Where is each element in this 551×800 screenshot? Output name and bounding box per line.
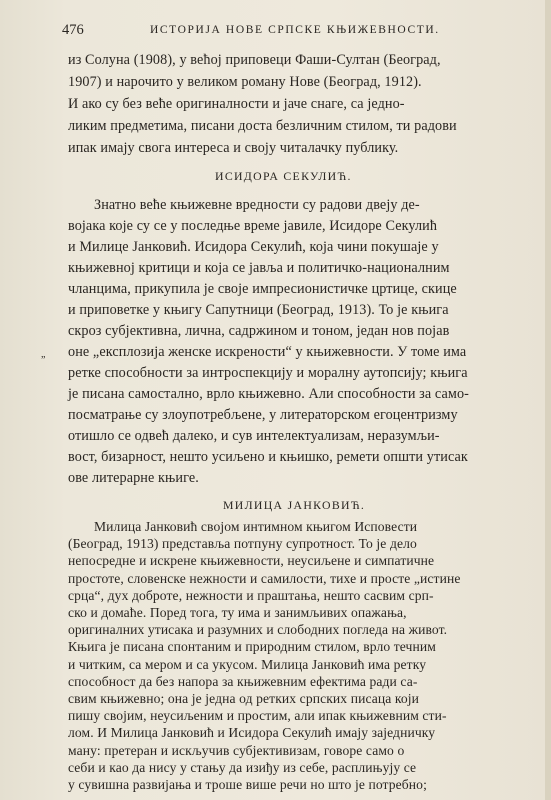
text-line: ипак имају свога интереса и своју читалачку публику. — [68, 140, 399, 156]
text-line: (Београд, 1913) представља потпуну супротност. То је дело — [68, 536, 417, 552]
text-line: ско и домаће. Поред тога, ту има и занимљивих опажања, — [68, 605, 407, 620]
text-line: лом. И Милица Јанковић и Исидора Секулић имају заједничку — [68, 725, 436, 741]
text-line: је писана самостално, врло књижевно. Али способности за само- — [68, 386, 469, 402]
text-line: чланцима, прикупила је своје импресионистичке цртице, скице — [68, 281, 457, 297]
text-line: књижевној критици и која се јавља и политичко-националним — [68, 260, 450, 276]
text-line: Знатно веће књижевне вредности су радови двеју де- — [94, 197, 420, 213]
text-line: оригиналних утисака и разумних и слободних погледа на живот. — [68, 622, 448, 638]
text-line: и Милице Јанковић. Исидора Секулић, која чини покушаје у — [68, 239, 439, 255]
text-line: вост, бизарност, нешто усиљено и књишко, ремети општи утисак — [68, 449, 468, 465]
text-line: ману: претеран и искључив субјективизам, говоре само о — [68, 742, 405, 758]
text-line: срца“, дух доброте, нежности и праштања, нешто сасвим срп- — [68, 587, 434, 603]
text-line: И ако су без веће оригиналности и јаче снаге, са једно- — [68, 96, 405, 112]
text-line: ликим предметима, писани доста безличним стилом, ти радови — [68, 118, 457, 134]
text-line: Милица Јанковић својом интимном књигом Исповести — [94, 519, 418, 534]
text-line: 1907) и нарочито у великом роману Нове (Београд, 1912). — [68, 74, 422, 90]
text-line: у сувишна развијања и троше више речи но што је потребно; — [68, 777, 427, 792]
text-line: и читким, са мером и са укусом. Милица Јанковић има ретку — [68, 656, 427, 672]
text-line: оне „експлозија женске искрености“ у књижевности. У томе има — [68, 344, 467, 360]
running-title: ИСТОРИЈА НОВЕ СРПСКЕ КЊИЖЕВНОСТИ. — [150, 24, 440, 36]
text-line: свим књижевно; она је једна од ретких српских писаца који — [68, 691, 420, 706]
text-line: посматрање су злоупотребљене, у литераторском егоцентризму — [68, 407, 458, 423]
text-line: војака које су се у последње време јавиле, Исидоре Секулић — [68, 218, 438, 234]
text-line: ретке способности за интроспекцију и моралну аутопсију; књига — [68, 365, 468, 381]
page-number: 476 — [62, 22, 84, 38]
text-line: способност да без напора за књижевним ефектима ради са- — [68, 673, 418, 689]
text-line: из Солуна (1908), у већој приповеци Фаши-Султан (Београд, — [68, 52, 441, 68]
page-edge — [545, 0, 551, 800]
text-line: скроз субјективна, лична, садржином и тоном, један нов појав — [68, 323, 450, 339]
text-line: непосредне и искрене књижевности, неусиљене и симпатичне — [68, 553, 435, 569]
margin-mark: „ — [41, 349, 46, 360]
text-line: Књига је писана спонтаним и природним стилом, врло течним — [68, 639, 436, 655]
running-header — [62, 22, 478, 44]
section-heading-milica-jankovic: МИЛИЦА ЈАНКОВИЋ. — [223, 498, 366, 512]
text-line: пишу својим, неусиљеним и простим, али ипак књижевним сти- — [68, 708, 447, 724]
text-line: отишло се одвећ далеко, и сув интелектуализам, неразумљи- — [68, 428, 440, 444]
text-line: ове литерарне књиге. — [68, 470, 199, 486]
text-line: простоте, словенске нежности и самилости, тихе и просте „истине — [68, 570, 461, 586]
section-heading-isidora-sekulic: ИСИДОРА СЕКУЛИЋ. — [215, 169, 352, 183]
text-line: и приповетке у књигу Сапутници (Београд, 1913). То је књига — [68, 302, 449, 318]
text-line: себи и као да нису у стању да изиђу из себе, расплињују се — [68, 759, 417, 775]
